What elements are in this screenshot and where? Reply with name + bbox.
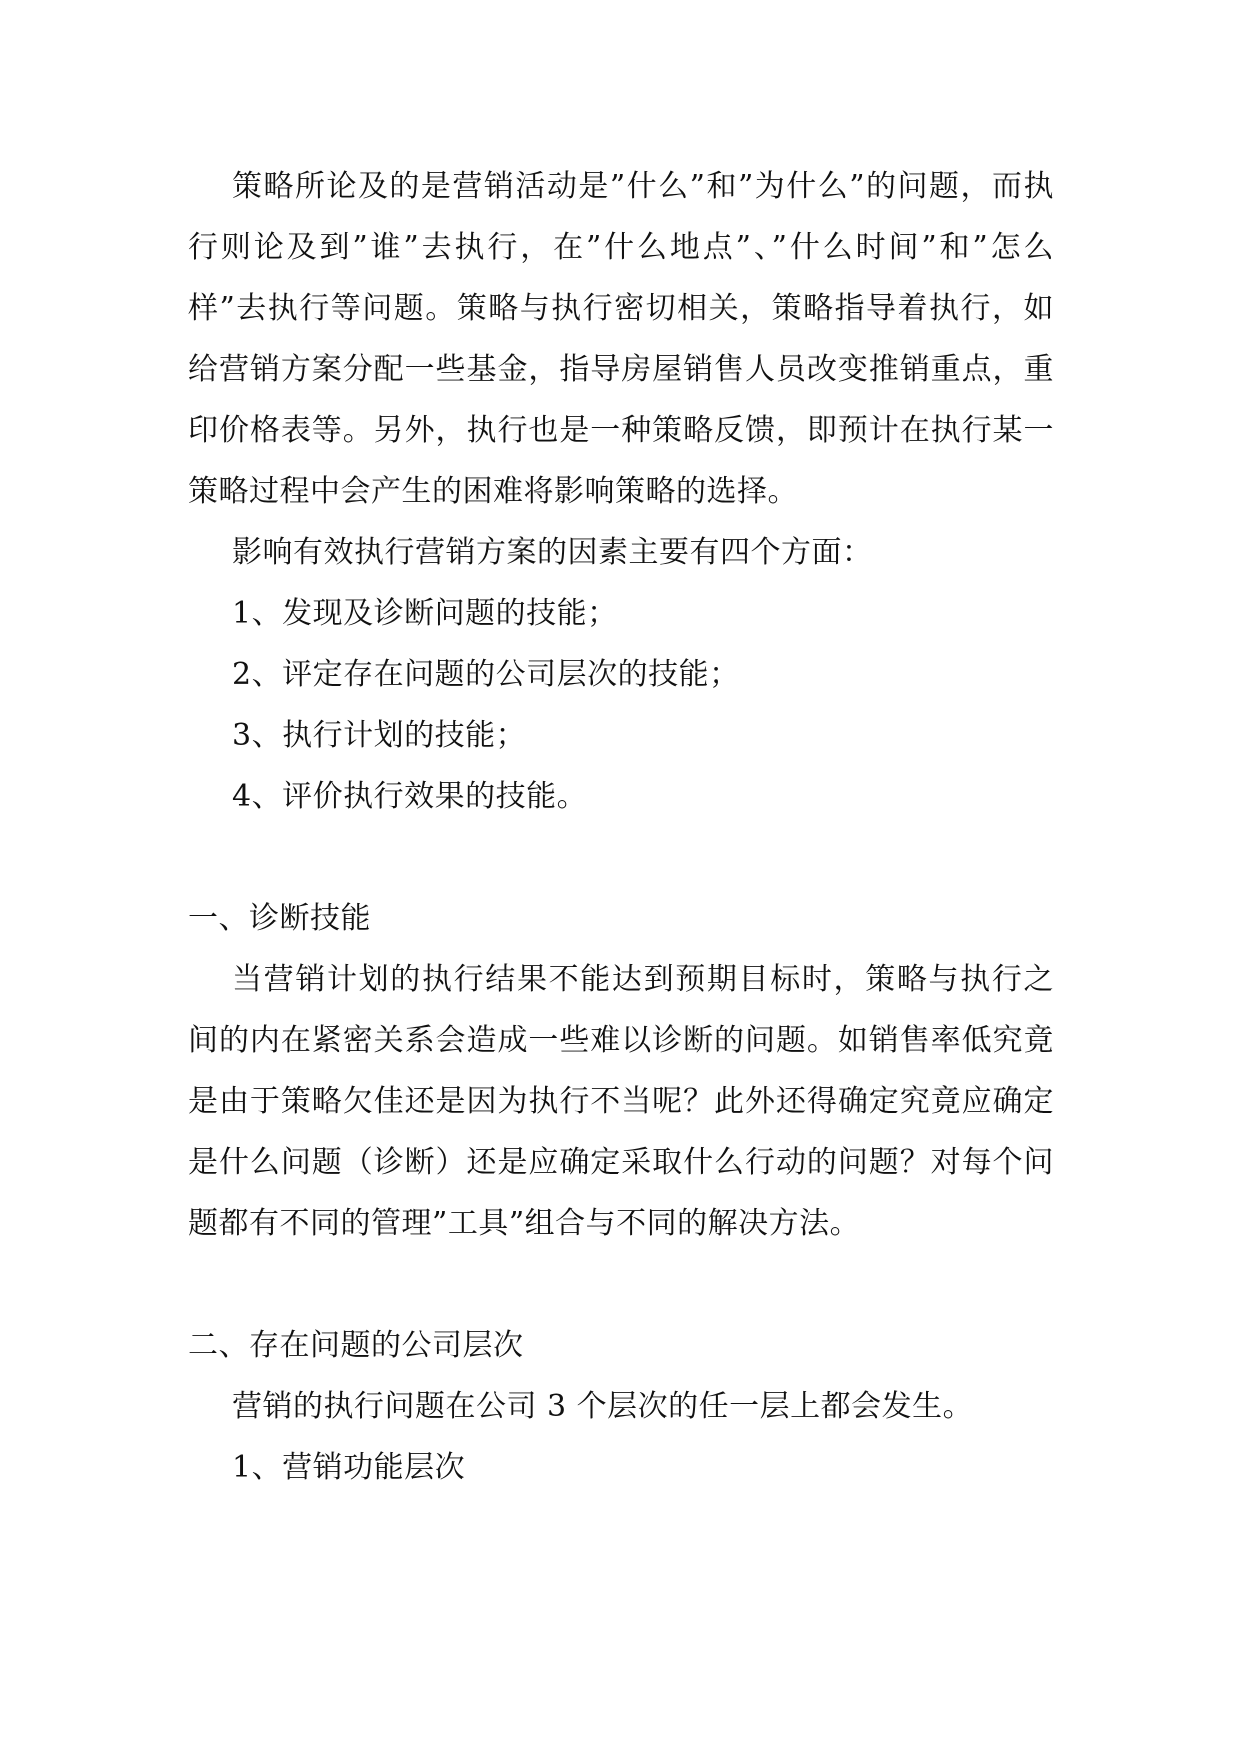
factor-item: 3、执行计划的技能； — [232, 718, 527, 753]
factors-intro: 影响有效执行营销方案的因素主要有四个方面： — [232, 535, 873, 570]
section-spacer — [188, 827, 1054, 888]
document-body — [188, 156, 1054, 1498]
company-levels-paragraph: 营销的执行问题在公司 3 个层次的任一层上都会发生。 — [232, 1389, 974, 1424]
intro-paragraph: 策略所论及的是营销活动是”什么”和”为什么”的问题，而执行则论及到”谁”去执行，在”什么地点”、”什么时间”和”怎么样”去执行等问题。策略与执行密切相关，策略指导着执行，如给营销方案分配一些基金，指导房屋销售人员改变推销重点，重印价格表等。另外，执行也是一种策略反馈，即预计在执行某一策略过程中会产生的困难将影响策略的选择。 — [188, 169, 1054, 509]
section-heading-diagnosis: 一、诊断技能 — [188, 901, 371, 936]
section-heading-company-levels: 二、存在问题的公司层次 — [188, 1328, 524, 1363]
section-spacer — [188, 1254, 1054, 1315]
factor-item: 4、评价执行效果的技能。 — [232, 779, 588, 814]
subsection-item: 1、营销功能层次 — [232, 1450, 466, 1485]
factor-item: 1、发现及诊断问题的技能； — [232, 596, 618, 631]
diagnosis-paragraph: 当营销计划的执行结果不能达到预期目标时，策略与执行之间的内在紧密关系会造成一些难以诊断的问题。如销售率低究竟是由于策略欠佳还是因为执行不当呢？此外还得确定究竟应确定是什么问题（诊断）还是应确定采取什么行动的问题？对每个问题都有不同的管理”工具”组合与不同的解决方法。 — [188, 962, 1054, 1241]
factor-item: 2、评定存在问题的公司层次的技能； — [232, 657, 740, 692]
